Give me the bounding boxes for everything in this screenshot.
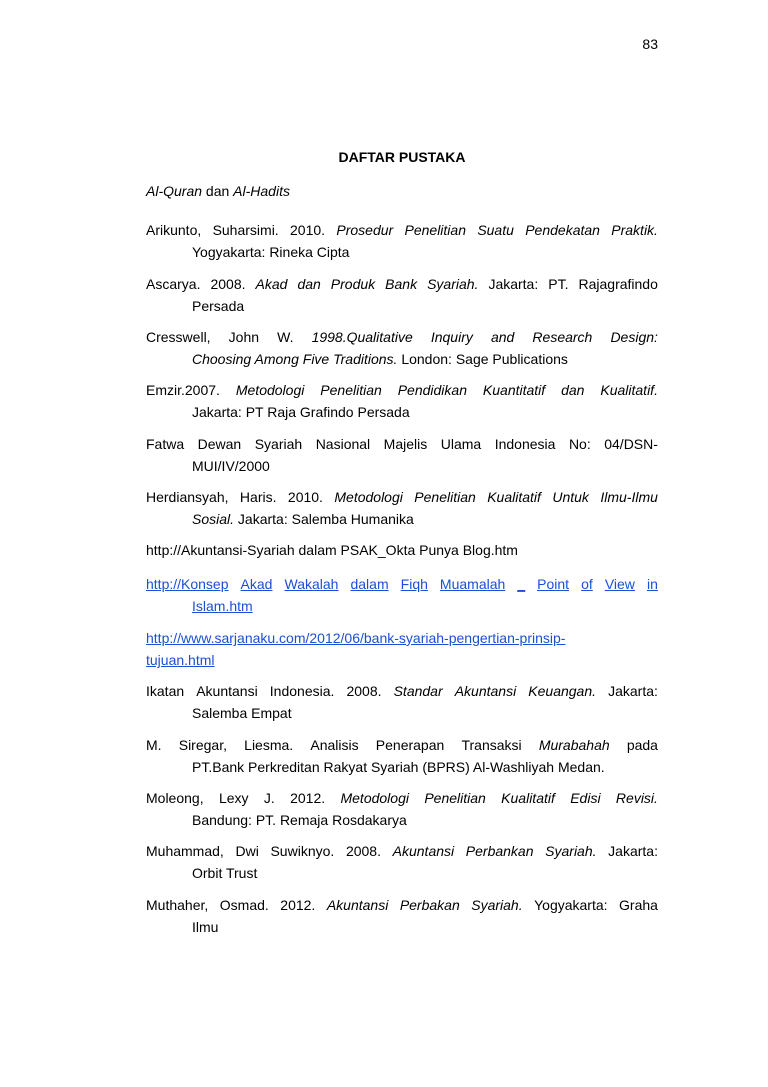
ref-line-1: Ikatan Akuntansi Indonesia. 2008. Standar Akuntansi Keuangan. Jakarta: xyxy=(146,683,658,699)
ref-line-1: Emzir.2007. Metodologi Penelitian Pendidikan Kuantitatif dan Kualitatif. xyxy=(146,382,658,398)
reference-cresswell xyxy=(146,326,658,370)
ref-line-2: Persada xyxy=(192,298,245,314)
reference-ascarya xyxy=(146,273,658,317)
reference-muthaher xyxy=(146,894,658,938)
reference-siregar xyxy=(146,734,658,778)
ref-line-2: Bandung: PT. Remaja Rosdakarya xyxy=(192,812,407,828)
reference-link-sarjanaku[interactable] xyxy=(146,627,658,671)
ref-line-2: PT.Bank Perkreditan Rakyat Syariah (BPRS) Al-Washliyah Medan. xyxy=(192,759,605,775)
ref-line-2[interactable]: Islam.htm xyxy=(192,598,253,614)
ref-line-2: Sosial. Jakarta: Salemba Humanika xyxy=(192,511,414,527)
ref-line-1: Muhammad, Dwi Suwiknyo. 2008. Akuntansi Perbankan Syariah. Jakarta: xyxy=(146,843,658,859)
ref-line-1: Fatwa Dewan Syariah Nasional Majelis Ulama Indonesia No: 04/DSN- xyxy=(146,436,658,452)
ref-line-2: Salemba Empat xyxy=(192,705,292,721)
ref-italic: Al-Quran xyxy=(146,183,203,199)
ref-line-2: Jakarta: PT Raja Grafindo Persada xyxy=(192,404,410,420)
ref-line-1: Moleong, Lexy J. 2012. Metodologi Penelitian Kualitatif Edisi Revisi. xyxy=(146,790,658,806)
reference-quran-hadits xyxy=(146,180,658,202)
ref-line-2: Choosing Among Five Traditions. London: Sage Publications xyxy=(192,351,568,367)
ref-line-1: Arikunto, Suharsimi. 2010. Prosedur Penelitian Suatu Pendekatan Praktik. xyxy=(146,222,658,238)
reference-akuntansi-syariah-blog: http://Akuntansi-Syariah dalam PSAK_Okta Punya Blog.htm xyxy=(146,542,518,558)
ref-line-1: Muthaher, Osmad. 2012. Akuntansi Perbakan Syariah. Yogyakarta: Graha xyxy=(146,897,658,913)
ref-line-2: MUI/IV/2000 xyxy=(192,458,270,474)
reference-arikunto xyxy=(146,219,658,263)
ref-italic: Al-Hadits xyxy=(233,183,290,199)
reference-emzir xyxy=(146,379,658,423)
ref-line-1: Herdiansyah, Haris. 2010. Metodologi Penelitian Kualitatif Untuk Ilmu-Ilmu xyxy=(146,489,658,505)
reference-herdiansyah xyxy=(146,486,658,530)
ref-line-1[interactable]: http://Konsep Akad Wakalah dalam Fiqh Muamalah _ Point of View in xyxy=(146,576,658,592)
reference-fatwa-dsn xyxy=(146,433,658,477)
reference-link-konsep-akad[interactable] xyxy=(146,573,658,617)
page-title: DAFTAR PUSTAKA xyxy=(338,149,466,165)
ref-line-1: Ascarya. 2008. Akad dan Produk Bank Syariah. Jakarta: PT. Rajagrafindo xyxy=(146,276,658,292)
reference-moleong xyxy=(146,787,658,831)
reference-muhammad xyxy=(146,840,658,884)
reference-iai xyxy=(146,680,658,724)
ref-line-2[interactable]: tujuan.html xyxy=(146,652,215,668)
ref-line-2: Ilmu xyxy=(192,919,219,935)
ref-line-2: Yogyakarta: Rineka Cipta xyxy=(192,244,350,260)
ref-line-1[interactable]: http://www.sarjanaku.com/2012/06/bank-syariah-pengertian-prinsip- xyxy=(146,630,566,646)
ref-line-1: M. Siregar, Liesma. Analisis Penerapan Transaksi Murabahah pada xyxy=(146,737,658,753)
ref-text: dan xyxy=(202,183,234,199)
ref-line-2: Orbit Trust xyxy=(192,865,258,881)
page-number: 83 xyxy=(642,36,658,52)
ref-line-1: Cresswell, John W. 1998.Qualitative Inquiry and Research Design: xyxy=(146,329,658,345)
